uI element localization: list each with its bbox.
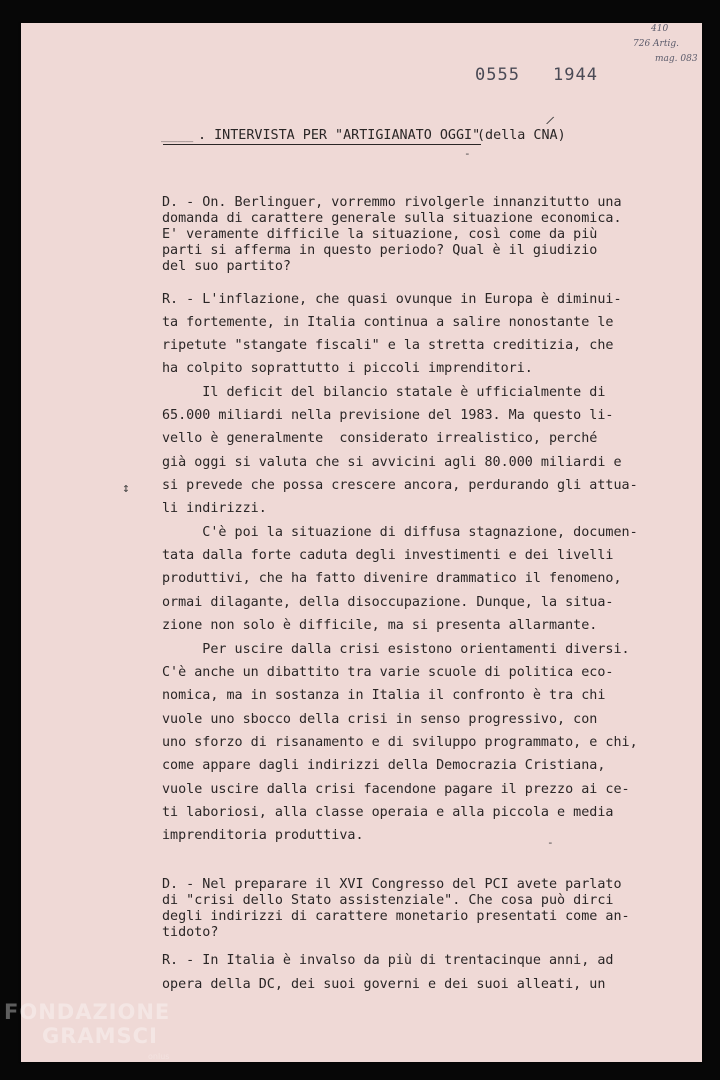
- answer-1-line: ti laboriosi, alla classe operaia e alla piccola e media: [162, 805, 614, 820]
- dash-mark: -: [464, 147, 471, 160]
- answer-1-line: uno sforzo di risanamento e di sviluppo programmato, e chi,: [162, 735, 638, 750]
- question-1-line: E' veramente difficile la situazione, così come da più: [162, 227, 598, 242]
- question-2-line: di "crisi dello Stato assistenziale". Che cosa può dirci: [162, 893, 614, 908]
- answer-1-line: vuole uscire dalla crisi facendone pagare il prezzo ai ce-: [162, 782, 630, 797]
- dash-mark: -: [547, 836, 554, 849]
- document-title-suffix: (della CNA): [477, 128, 566, 143]
- answer-1-line: ripetute "stangate fiscali" e la stretta creditizia, che: [162, 338, 614, 353]
- answer-1-line: produttivi, che ha fatto divenire drammatico il fenomeno,: [162, 571, 622, 586]
- archive-year: 1944: [553, 65, 598, 85]
- question-2-line: D. - Nel preparare il XVI Congresso del PCI avete parlato: [162, 877, 622, 892]
- answer-1-line: si prevede che possa crescere ancora, perdurando gli attua-: [162, 478, 638, 493]
- answer-1-line: ormai dilagante, della disoccupazione. Dunque, la situa-: [162, 595, 614, 610]
- answer-1-line: C'è anche un dibattito tra varie scuole di politica eco-: [162, 665, 614, 680]
- answer-1-line: ha colpito soprattutto i piccoli imprenditori.: [162, 361, 533, 376]
- answer-1-line: vuole uno sbocco della crisi in senso progressivo, con: [162, 712, 598, 727]
- question-1-line: D. - On. Berlinguer, vorremmo rivolgerle innanzitutto una: [162, 195, 622, 210]
- handwritten-note-line-3: mag. 083: [655, 54, 698, 64]
- margin-mark: ↕: [122, 481, 130, 496]
- handwritten-note-line-2: 726 Artig.: [633, 39, 679, 49]
- answer-1-line: tata dalla forte caduta degli investimenti e dei livelli: [162, 548, 614, 563]
- question-1-line: domanda di carattere generale sulla situazione economica.: [162, 211, 622, 226]
- handwritten-note-line-1: 410: [651, 24, 669, 34]
- watermark-logo: [4, 1000, 170, 1048]
- answer-1-line: Il deficit del bilancio statale è ufficialmente di: [162, 385, 606, 400]
- answer-1-line: R. - L'inflazione, che quasi ovunque in Europa è diminui-: [162, 292, 622, 307]
- answer-1-line: nomica, ma in sostanza in Italia il confronto è tra chi: [162, 688, 606, 703]
- answer-1-line: Per uscire dalla crisi esistono orientamenti diversi.: [162, 642, 630, 657]
- answer-1-line: 65.000 miliardi nella previsione del 1983. Ma questo li-: [162, 408, 614, 423]
- answer-1-line: C'è poi la situazione di diffusa stagnazione, documen-: [162, 525, 638, 540]
- question-1-line: parti si afferma in questo periodo? Qual è il giudizio: [162, 243, 598, 258]
- watermark-line-1: FONDAZIONE: [4, 1000, 171, 1024]
- answer-2-line: opera della DC, dei suoi governi e dei suoi alleati, un: [162, 977, 606, 992]
- answer-1-line: imprenditoria produttiva.: [162, 828, 364, 843]
- question-2-line: tidoto?: [162, 925, 219, 940]
- answer-2-line: R. - In Italia è invalso da più di trentacinque anni, ad: [162, 953, 614, 968]
- title-underline: [163, 144, 481, 145]
- document-page: [21, 23, 702, 1062]
- question-1-line: del suo partito?: [162, 259, 291, 274]
- answer-1-line: come appare dagli indirizzi della Democrazia Cristiana,: [162, 758, 606, 773]
- tick-mark: /: [544, 113, 556, 128]
- answer-1-line: ta fortemente, in Italia continua a salire nonostante le: [162, 315, 614, 330]
- archive-number: 0555: [475, 65, 520, 85]
- watermark-sub: onlus: [148, 1052, 170, 1061]
- answer-1-line: già oggi si valuta che si avvicini agli 80.000 miliardi e: [162, 455, 622, 470]
- answer-1-line: zione non solo è difficile, ma si presenta allarmante.: [162, 618, 598, 633]
- document-title: . INTERVISTA PER "ARTIGIANATO OGGI": [198, 128, 481, 143]
- title-leader: ____: [161, 128, 194, 143]
- answer-1-line: vello è generalmente considerato irrealistico, perché: [162, 431, 598, 446]
- question-2-line: degli indirizzi di carattere monetario presentati come an-: [162, 909, 630, 924]
- watermark-line-2: GRAMSCI: [42, 1024, 158, 1048]
- answer-1-line: li indirizzi.: [162, 501, 267, 516]
